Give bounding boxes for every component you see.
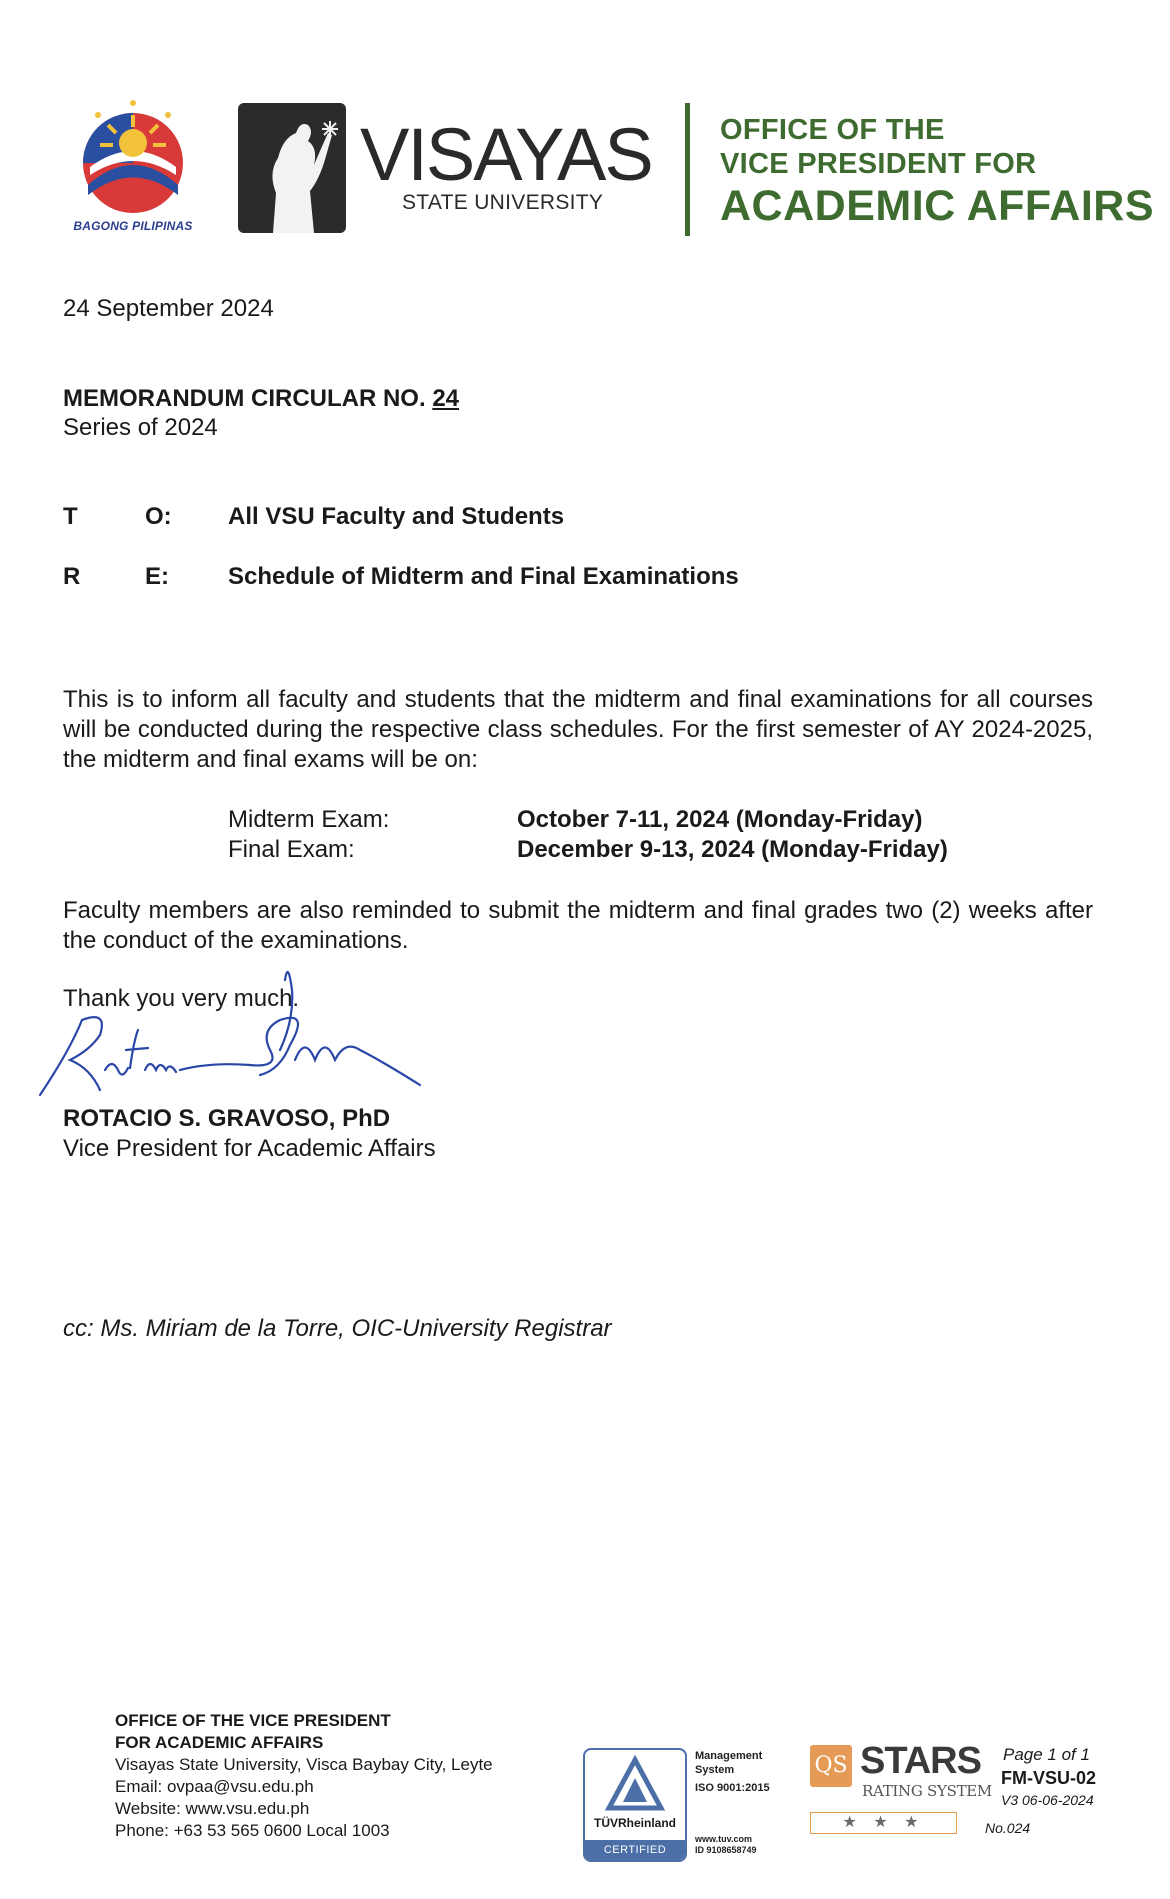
qs-star-rating: ★ ★ ★ xyxy=(810,1812,957,1834)
to-label-b: O: xyxy=(145,503,172,530)
to-value: All VSU Faculty and Students xyxy=(228,503,565,530)
qs-rating-label: RATING SYSTEM xyxy=(862,1782,992,1800)
doc-number: No.024 xyxy=(985,1820,1031,1836)
memo-series: Series of 2024 xyxy=(63,414,218,441)
tuv-certification-badge xyxy=(583,1748,687,1862)
tuv-iso-label: ISO 9001:2015 xyxy=(695,1782,770,1794)
memo-number: 24 xyxy=(432,385,460,412)
footer-phone: Phone: +63 53 565 0600 Local 1003 xyxy=(115,1821,390,1840)
tuv-system-label: System xyxy=(695,1764,735,1776)
signature-icon xyxy=(30,950,450,1100)
final-exam-dates: December 9-13, 2024 (Monday-Friday) xyxy=(517,836,948,863)
qs-stars-title: STARS xyxy=(860,1740,981,1782)
doc-page-number: Page 1 of 1 xyxy=(1003,1745,1090,1764)
memo-title-prefix: MEMORANDUM CIRCULAR NO. xyxy=(63,385,433,412)
bagong-pilipinas-logo xyxy=(58,95,208,240)
tuv-website: www.tuv.com xyxy=(695,1834,753,1844)
footer-address: Visayas State University, Visca Baybay City, Leyte xyxy=(115,1755,493,1774)
midterm-exam-dates: October 7-11, 2024 (Monday-Friday) xyxy=(517,806,923,833)
tuv-management-label: Management xyxy=(695,1750,763,1762)
closing-line: Thank you very much. xyxy=(63,985,300,1012)
footer-email: Email: ovpaa@vsu.edu.ph xyxy=(115,1777,314,1796)
office-title-line2: VICE PRESIDENT FOR xyxy=(720,148,1037,180)
body-paragraph-2: Faculty members are also reminded to submit the midterm and final grades two (2) weeks after the conduct of the examinations. xyxy=(63,897,1093,954)
bagong-pilipinas-text: BAGONG PILIPINAS xyxy=(73,219,193,233)
final-exam-label: Final Exam: xyxy=(228,836,355,863)
university-subtitle: STATE UNIVERSITY xyxy=(402,191,604,214)
doc-form-code: FM-VSU-02 xyxy=(1001,1768,1097,1788)
footer-website: Website: www.vsu.edu.ph xyxy=(115,1799,310,1818)
vsu-logo-icon xyxy=(238,103,346,233)
body-paragraph-1: This is to inform all faculty and students that the midterm and final examinations for all courses will be conducted during the respective class schedules. For the first semester of AY 2024-2025, the midterm and final exams will be on: xyxy=(63,686,1093,773)
tuv-id: ID 9108658749 xyxy=(695,1845,757,1855)
signatory-name: ROTACIO S. GRAVOSO, PhD xyxy=(63,1105,391,1132)
tuv-name: TÜVRheinland xyxy=(593,1816,676,1830)
footer-office-line2: FOR ACADEMIC AFFAIRS xyxy=(115,1733,324,1752)
re-value: Schedule of Midterm and Final Examinations xyxy=(228,563,739,590)
tuv-certified-label: CERTIFIED xyxy=(585,1840,685,1860)
re-label-a: R xyxy=(63,563,81,590)
signatory-title: Vice President for Academic Affairs xyxy=(63,1135,436,1162)
tuv-triangle-icon xyxy=(585,1750,685,1812)
office-title-line1: OFFICE OF THE xyxy=(720,114,945,146)
office-title-line3: ACADEMIC AFFAIRS xyxy=(720,182,1155,230)
doc-version: V3 06-06-2024 xyxy=(1001,1792,1094,1808)
bagong-pilipinas-emblem xyxy=(58,95,208,217)
cc-line: cc: Ms. Miriam de la Torre, OIC-University Registrar xyxy=(63,1315,612,1342)
memo-title xyxy=(63,385,459,413)
memo-date: 24 September 2024 xyxy=(63,295,274,322)
qs-logo-icon: QS xyxy=(810,1745,852,1787)
footer-office-line1: OFFICE OF THE VICE PRESIDENT xyxy=(115,1711,391,1730)
university-name: VISAYAS xyxy=(360,113,652,196)
re-label-b: E: xyxy=(145,563,169,590)
midterm-exam-label: Midterm Exam: xyxy=(228,806,390,833)
to-label-a: T xyxy=(63,503,78,530)
header-divider xyxy=(685,103,690,236)
